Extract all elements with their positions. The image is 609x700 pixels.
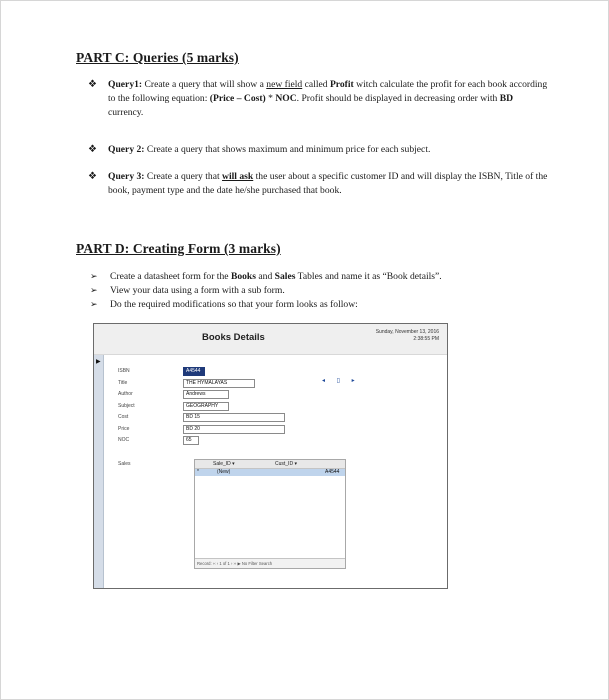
query-text-segment: new field: [266, 79, 303, 90]
arrow-bullet-icon: ➢: [90, 271, 98, 281]
instruction-text-segment: Create a datasheet form for the: [110, 271, 231, 282]
record-nav-text: Record: ‹‹ ‹ 1 of 1 › ›› ▶ No Filter Search: [197, 561, 273, 566]
form-date-time: [376, 329, 439, 343]
new-record-text: (New): [217, 469, 231, 475]
query-text-segment: Create a query that: [144, 171, 223, 182]
query-text-segment: Query 3:: [108, 171, 145, 182]
query-text-segment: *: [265, 93, 276, 104]
field-label: Cost: [118, 414, 129, 420]
field-label: Subject: [118, 402, 135, 409]
field-value: Andrews: [183, 390, 229, 399]
instruction-text-segment: Sales: [274, 271, 296, 282]
query-text-segment: (Price – Cost): [209, 93, 266, 104]
books-details-form-screenshot: [93, 323, 448, 589]
new-record-icon: *: [197, 469, 199, 475]
instruction-text-segment: Books: [230, 271, 256, 282]
field-label: Price: [118, 425, 130, 432]
query-text-segment: will ask: [222, 171, 254, 182]
query-text-segment: NOC: [275, 93, 297, 104]
instruction-item: [90, 270, 442, 283]
record-selector: [94, 355, 104, 588]
query-text-segment: called: [302, 79, 330, 90]
field-value: A4544: [183, 367, 205, 376]
instruction-item: [90, 298, 358, 311]
arrow-bullet-icon: ➢: [90, 299, 98, 309]
query-text-segment: . Profit should be displayed in decreasing order with: [296, 93, 500, 104]
form-date: Sunday, November 13, 2016: [375, 329, 439, 335]
query-text-segment: witch calculate the profit for each book according to the following equation:: [108, 79, 548, 104]
diamond-bullet-icon: ❖: [88, 79, 97, 90]
field-value: BD 20: [183, 425, 285, 434]
field-label: Author: [118, 391, 133, 397]
arrow-bullet-icon: ➢: [90, 285, 98, 295]
field-value: GEOGRAPHY: [183, 402, 229, 411]
field-value: 65: [183, 436, 199, 445]
query-text-segment: Create a query that shows maximum and minimum price for each subject.: [144, 144, 431, 155]
form-time: 2:38:55 PM: [413, 336, 439, 342]
form-title: Books Details: [202, 332, 265, 343]
query-text: [108, 78, 548, 120]
form-nav-buttons: ◂ ▯ ▸: [322, 378, 360, 384]
sales-subform: [194, 459, 346, 569]
field-label: Title: [118, 379, 128, 386]
query-text: [108, 170, 548, 198]
instruction-text: [110, 299, 358, 310]
part-d-heading: PART D: Creating Form (3 marks): [76, 241, 281, 256]
form-header: [94, 324, 447, 355]
query-text-segment: Query 2:: [108, 144, 145, 155]
query-text-segment: currency.: [108, 107, 144, 118]
query-item: [88, 143, 548, 157]
record-pointer-icon: ▶: [96, 359, 101, 365]
instruction-text: [110, 285, 285, 296]
instruction-item: [90, 284, 285, 297]
field-label: ISBN: [118, 368, 130, 374]
diamond-bullet-icon: ❖: [88, 144, 97, 155]
sales-label: Sales: [118, 461, 131, 467]
query-text-segment: Create a query that will show a: [142, 79, 267, 90]
field-value: BD 15: [183, 413, 285, 422]
query-text-segment: Profit: [329, 79, 354, 90]
instruction-text-segment: View your data using a form with a sub form.: [110, 285, 285, 296]
query-item: [88, 78, 548, 120]
sale-id-column: Sale_ID ▾: [213, 461, 235, 467]
new-record-cust-id: A4544: [325, 469, 340, 475]
query-text-segment: Query1:: [108, 79, 143, 90]
query-text-segment: BD: [499, 93, 514, 104]
subform-new-row: [195, 469, 345, 476]
instruction-text-segment: Tables and name it as “Book details”.: [295, 271, 442, 282]
query-text-segment: the user about a specific customer ID and will display the ISBN, Title of the book, payment type and the date he/she purchased that book.: [108, 171, 548, 196]
instruction-text: [110, 271, 442, 282]
instruction-text-segment: and: [256, 271, 275, 282]
field-value: THE HYMALAYAS: [183, 379, 255, 388]
cust-id-column: Cust_ID ▾: [275, 461, 297, 467]
diamond-bullet-icon: ❖: [88, 171, 97, 182]
query-item: [88, 170, 548, 198]
instruction-text-segment: Do the required modifications so that your form looks as follow:: [110, 299, 358, 310]
subform-header: [195, 460, 345, 469]
field-label: NOC: [118, 437, 130, 443]
subform-record-nav: [195, 558, 345, 568]
query-text: [108, 143, 548, 157]
part-c-heading: PART C: Queries (5 marks): [76, 50, 239, 65]
